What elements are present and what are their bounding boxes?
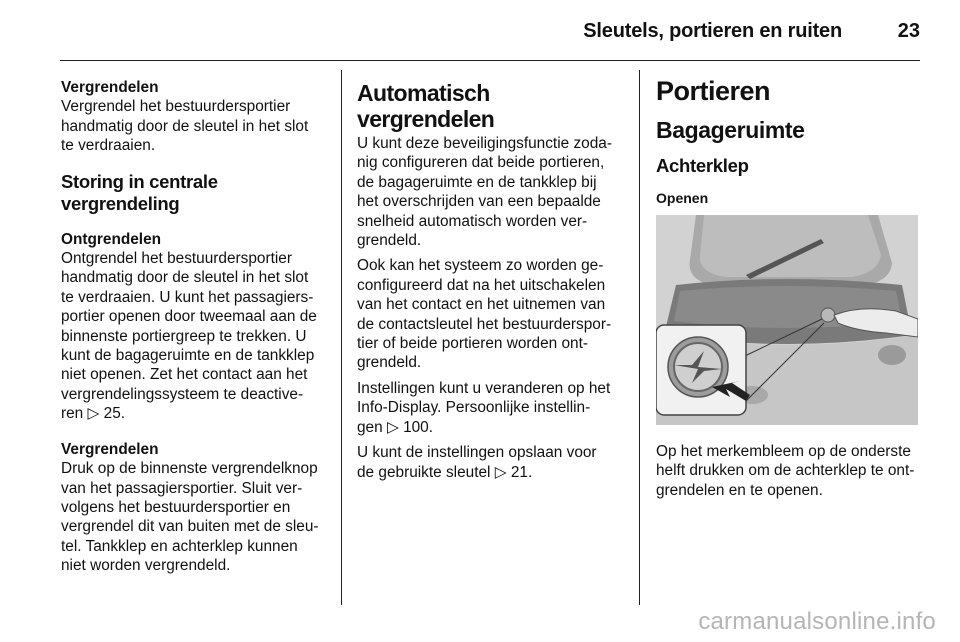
paragraph-unlock <box>61 249 327 424</box>
watermark: carmanualsonline.info <box>698 608 936 635</box>
rear-window-reflection <box>700 215 881 277</box>
small-emblem-icon <box>821 308 835 322</box>
text-line-page-ref-25: ren ▷ 25. <box>61 405 126 423</box>
column-1 <box>61 78 327 576</box>
text-line: grendeld. <box>357 354 422 372</box>
text-line: snelheid automatisch worden ver- <box>357 212 588 230</box>
column-3 <box>656 76 922 500</box>
text-line: handmatig door de sleutel in het slot <box>61 269 309 287</box>
paragraph-info-display <box>357 379 623 437</box>
text-line: de contactsleutel het bestuurderspor- <box>357 315 612 333</box>
paragraph-save-settings <box>357 443 623 482</box>
text-line: grendelen en te openen. <box>656 481 823 499</box>
heading-tailgate: Achterklep <box>656 155 749 176</box>
text-line-page-ref-100: gen ▷ 100. <box>357 418 434 436</box>
tailgate-illustration <box>656 215 918 425</box>
text-line: te verdraaien. U kunt het passagiers- <box>61 288 314 306</box>
heading-doors: Portieren <box>656 76 771 106</box>
text-line: Info-Display. Persoonlijke instellin- <box>357 399 591 417</box>
text-line: helft drukken om de achterklep te ont- <box>656 462 915 480</box>
subheading-lock-2: Vergrendelen <box>61 440 159 458</box>
text-line: binnenste portiergreep te trekken. U <box>61 327 307 345</box>
figure-caption <box>656 442 922 500</box>
text-line: tel. Tankklep en achterklep kunnen <box>61 537 298 555</box>
text-line: U kunt de instellingen opslaan voor <box>357 444 597 462</box>
text-line: kunt de bagageruimte en de tankklep <box>61 347 315 365</box>
header-title: Sleutels, portieren en ruiten <box>583 20 842 42</box>
column-divider-1 <box>341 70 342 605</box>
text-line: Vergrendel het bestuurdersportier <box>61 98 291 116</box>
heading-central-locking-fault <box>61 171 327 215</box>
text-line: U kunt deze beveiligingsfunctie zoda- <box>357 135 612 152</box>
heading-line: vergrendeling <box>61 192 180 214</box>
text-line: van het passagiersportier. Sluit ver- <box>61 479 303 497</box>
subheading-unlock: Ontgrendelen <box>61 230 162 248</box>
text-line: vergrendelingssysteem te deactive- <box>61 385 304 403</box>
paragraph-lock-driver-door <box>61 97 327 155</box>
text-line: volgens het bestuurdersportier en <box>61 498 291 516</box>
text-line: te verdraaien. <box>61 137 156 155</box>
text-line: portier openen door tweemaal aan de <box>61 308 317 326</box>
heading-line: Storing in centrale <box>61 170 218 192</box>
text-line: de bagageruimte en de tankklep bij <box>357 173 597 191</box>
text-line: tier of beide portieren worden ont- <box>357 335 588 353</box>
text-line: configureerd dat na het uitschakelen <box>357 276 606 294</box>
text-line-page-ref-21: de gebruikte sleutel ▷ 21. <box>357 463 533 481</box>
heading-automatic-locking: Automatisch vergrendelen <box>357 80 495 132</box>
text-line: grendeld. <box>357 232 422 250</box>
text-line: vergrendel dit van buiten met de sleu- <box>61 518 319 536</box>
paragraph-lock-passenger-door <box>61 459 327 575</box>
text-line: niet worden vergrendeld. <box>61 557 231 575</box>
paragraph-auto-lock-config <box>357 134 623 250</box>
subheading-lock-1: Vergrendelen <box>61 79 159 96</box>
text-line: Druk op de binnenste vergrendelknop <box>61 460 318 478</box>
text-line: handmatig door de sleutel in het slot <box>61 117 309 135</box>
column-2 <box>357 80 623 482</box>
column-divider-2 <box>639 70 640 605</box>
text-line: Ontgrendel het bestuurdersportier <box>61 250 292 268</box>
paragraph-auto-unlock-config <box>357 256 623 372</box>
text-line: nig configureren dat beide portieren, <box>357 154 605 172</box>
text-line: van het contact en het uitnemen van <box>357 296 606 314</box>
subheading-open: Openen <box>656 190 709 206</box>
text-line: Op het merkembleem op de onderste <box>656 443 911 460</box>
text-line: Ook kan het systeem zo worden ge- <box>357 257 604 275</box>
header-rule <box>60 60 920 61</box>
heading-luggage-compartment: Bagageruimte <box>656 117 805 143</box>
text-line: niet openen. Zet het contact aan het <box>61 366 308 384</box>
text-line: het overschrijden van een bepaalde <box>357 193 601 211</box>
page-number: 23 <box>897 20 920 42</box>
text-line: Instellingen kunt u veranderen op het <box>357 379 611 397</box>
rear-light <box>878 345 906 365</box>
